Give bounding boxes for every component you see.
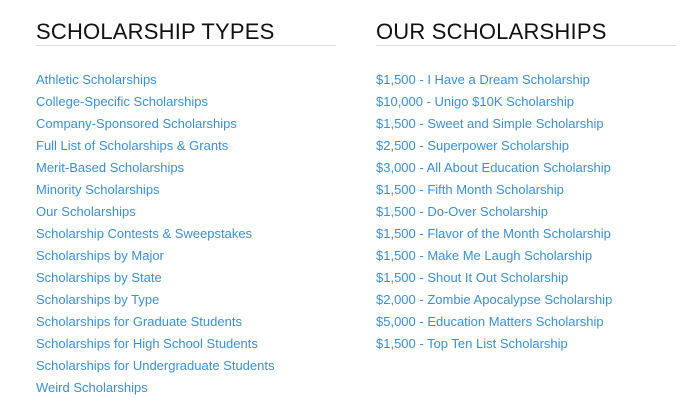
list-item bbox=[36, 377, 274, 399]
scholarship-link[interactable]: $2,000 - Zombie Apocalypse Scholarship bbox=[376, 292, 613, 307]
list-item bbox=[376, 289, 612, 311]
scholarship-type-link[interactable]: Scholarships by Major bbox=[36, 248, 164, 263]
scholarship-link[interactable]: $1,500 - I Have a Dream Scholarship bbox=[376, 72, 590, 87]
scholarship-link[interactable]: $1,500 - Sweet and Simple Scholarship bbox=[376, 116, 604, 131]
our-scholarships-divider bbox=[376, 45, 676, 46]
list-item bbox=[376, 333, 612, 355]
list-item bbox=[376, 267, 612, 289]
list-item bbox=[36, 179, 274, 201]
list-item bbox=[376, 311, 612, 333]
scholarship-link[interactable]: $5,000 - Education Matters Scholarship bbox=[376, 314, 604, 329]
list-item bbox=[36, 91, 274, 113]
list-item bbox=[36, 69, 274, 91]
list-item bbox=[36, 113, 274, 135]
list-item bbox=[36, 267, 274, 289]
list-item bbox=[376, 245, 612, 267]
scholarship-type-link[interactable]: Scholarships for Undergraduate Students bbox=[36, 358, 275, 373]
list-item bbox=[376, 223, 612, 245]
scholarship-link[interactable]: $1,500 - Top Ten List Scholarship bbox=[376, 336, 568, 351]
list-item bbox=[376, 69, 612, 91]
list-item bbox=[36, 135, 274, 157]
list-item bbox=[376, 201, 612, 223]
our-scholarships-column bbox=[376, 0, 676, 351]
scholarship-types-heading: SCHOLARSHIP TYPES bbox=[36, 19, 275, 44]
list-item bbox=[36, 311, 274, 333]
list-item bbox=[376, 113, 612, 135]
scholarship-type-link[interactable]: Scholarships for High School Students bbox=[36, 336, 258, 351]
scholarship-type-link[interactable]: Merit-Based Scholarships bbox=[36, 160, 185, 175]
list-item bbox=[36, 201, 274, 223]
list-item bbox=[36, 245, 274, 267]
list-item bbox=[36, 157, 274, 179]
scholarship-link[interactable]: $3,000 - All About Education Scholarship bbox=[376, 160, 611, 175]
list-item bbox=[36, 355, 274, 377]
scholarship-type-link[interactable]: Scholarships by State bbox=[36, 270, 162, 285]
list-item bbox=[376, 91, 612, 113]
list-item bbox=[376, 157, 612, 179]
scholarship-type-link[interactable]: Minority Scholarships bbox=[36, 182, 160, 197]
scholarship-type-link[interactable]: Company-Sponsored Scholarships bbox=[36, 116, 237, 131]
scholarship-type-link[interactable]: Scholarships for Graduate Students bbox=[36, 314, 242, 329]
list-item bbox=[36, 289, 274, 311]
scholarship-type-link[interactable]: Athletic Scholarships bbox=[36, 72, 157, 87]
scholarship-type-link[interactable]: Our Scholarships bbox=[36, 204, 136, 219]
list-item bbox=[376, 135, 612, 157]
list-item bbox=[36, 333, 274, 355]
scholarship-link[interactable]: $1,500 - Make Me Laugh Scholarship bbox=[376, 248, 593, 263]
scholarship-type-link[interactable]: Weird Scholarships bbox=[36, 380, 148, 395]
scholarship-types-divider bbox=[36, 45, 336, 46]
list-item bbox=[36, 223, 274, 245]
scholarship-link[interactable]: $10,000 - Unigo $10K Scholarship bbox=[376, 94, 575, 109]
our-scholarships-list bbox=[376, 69, 612, 355]
scholarship-link[interactable]: $1,500 - Flavor of the Month Scholarship bbox=[376, 226, 611, 241]
scholarship-type-link[interactable]: Scholarship Contests & Sweepstakes bbox=[36, 226, 253, 241]
scholarship-types-column bbox=[36, 0, 336, 395]
scholarship-link[interactable]: $1,500 - Shout It Out Scholarship bbox=[376, 270, 569, 285]
scholarship-types-list bbox=[36, 69, 274, 399]
scholarship-link[interactable]: $2,500 - Superpower Scholarship bbox=[376, 138, 569, 153]
list-item bbox=[376, 179, 612, 201]
scholarship-type-link[interactable]: College-Specific Scholarships bbox=[36, 94, 208, 109]
scholarship-type-link[interactable]: Scholarships by Type bbox=[36, 292, 160, 307]
scholarship-link[interactable]: $1,500 - Fifth Month Scholarship bbox=[376, 182, 564, 197]
scholarship-link[interactable]: $1,500 - Do-Over Scholarship bbox=[376, 204, 548, 219]
scholarship-type-link[interactable]: Full List of Scholarships & Grants bbox=[36, 138, 229, 153]
our-scholarships-heading: OUR SCHOLARSHIPS bbox=[376, 19, 607, 44]
